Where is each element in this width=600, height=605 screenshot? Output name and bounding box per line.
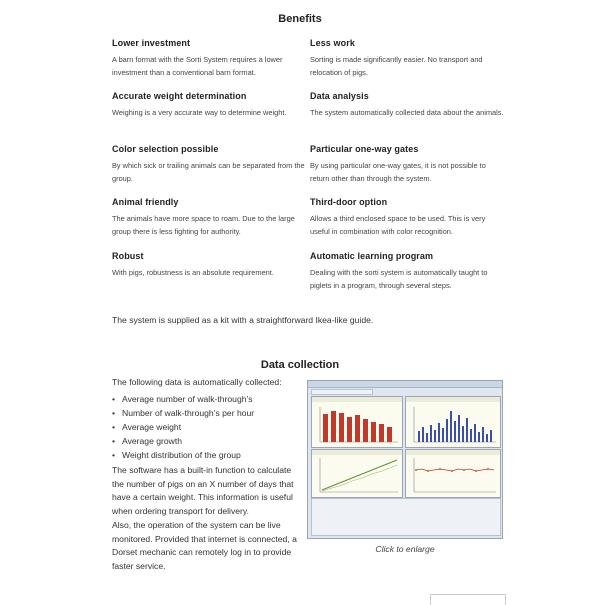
collected-data-list xyxy=(112,392,254,462)
bullet-icon: • xyxy=(112,408,116,418)
blue-bar-chart-panel xyxy=(405,396,501,448)
red-bar-chart xyxy=(312,397,402,447)
list-item xyxy=(112,434,254,448)
benefit-title: Lower investment xyxy=(112,38,191,48)
bullet-icon: • xyxy=(112,422,116,432)
list-item-text: Number of walk-through’s per hour xyxy=(122,408,255,418)
benefit-text: Sorting is made significantly easier. No transport and relocation of pigs. xyxy=(310,55,483,77)
benefit-one-way-gates xyxy=(310,144,506,185)
benefit-data-analysis xyxy=(310,91,506,120)
data-collection-intro: The following data is automatically collected: xyxy=(112,377,282,387)
benefit-color-selection xyxy=(112,144,308,185)
software-screenshot-thumbnail[interactable] xyxy=(307,380,503,539)
benefit-title: Particular one-way gates xyxy=(310,144,419,154)
benefit-title: Accurate weight determination xyxy=(112,91,247,101)
benefit-lower-investment xyxy=(112,38,308,79)
benefit-text: Dealing with the sorti system is automatically taught to piglets in a program, through several steps. xyxy=(310,268,488,290)
benefit-robust xyxy=(112,251,308,280)
list-item xyxy=(112,392,254,406)
benefit-third-door xyxy=(310,197,506,238)
list-item-text: Weight distribution of the group xyxy=(122,450,241,460)
bullet-icon: • xyxy=(112,450,116,460)
red-bar-chart-panel xyxy=(311,396,403,448)
bullet-icon: • xyxy=(112,436,116,446)
benefit-title: Third-door option xyxy=(310,197,388,207)
growth-line-chart-panel xyxy=(311,449,403,498)
benefit-learning-program xyxy=(310,251,506,292)
benefit-text: By using particular one-way gates, it is not possible to return other than through the system. xyxy=(310,161,486,183)
benefit-title: Less work xyxy=(310,38,355,48)
list-item xyxy=(112,406,254,420)
list-item xyxy=(112,448,254,462)
benefit-text: Weighing is a very accurate way to determine weight. xyxy=(112,108,287,117)
benefit-title: Color selection possible xyxy=(112,144,219,154)
image-caption[interactable]: Click to enlarge xyxy=(375,544,435,554)
window-footer-panel xyxy=(311,498,501,536)
benefit-text: The animals have more space to roam. Due to the large group there is less fighting for authority. xyxy=(112,214,295,236)
window-tabs xyxy=(311,389,373,395)
monitoring-paragraph: Also, the operation of the system can be live monitored. Provided that internet is connected, a Dorset mechanic can remotely log in to provide faster service. xyxy=(112,520,297,571)
weight-line-chart-panel xyxy=(405,449,501,498)
blue-bar-chart xyxy=(406,397,500,447)
bullet-icon: • xyxy=(112,394,116,404)
benefit-text: A barn format with the Sorti System requires a lower investment than a conventional barn format. xyxy=(112,55,283,77)
benefit-title: Automatic learning program xyxy=(310,251,434,261)
benefit-title: Data analysis xyxy=(310,91,369,101)
window-titlebar xyxy=(308,381,502,388)
benefit-title: Animal friendly xyxy=(112,197,179,207)
software-paragraph: The software has a built-in function to calculate the number of pigs on an X number of days that have a certain weight. This information is useful when ordering transport for delivery. xyxy=(112,465,294,516)
benefit-accurate-weight xyxy=(112,91,308,120)
benefit-animal-friendly xyxy=(112,197,308,238)
benefit-less-work xyxy=(310,38,506,79)
benefit-text: By which sick or trailing animals can be separated from the group. xyxy=(112,161,305,183)
data-collection-title: Data collection xyxy=(260,359,340,371)
benefit-text: Allows a third enclosed space to be used. This is very useful in combination with color recognition. xyxy=(310,214,486,236)
kit-note: The system is supplied as a kit with a straightforward Ikea-like guide. xyxy=(112,315,374,325)
benefit-text: The system automatically collected data about the animals. xyxy=(310,108,504,117)
list-item-text: Average growth xyxy=(122,436,183,446)
list-item-text: Average number of walk-through’s xyxy=(122,394,253,404)
list-item xyxy=(112,420,254,434)
weight-line-chart xyxy=(406,450,500,497)
benefit-title: Robust xyxy=(112,251,144,261)
benefits-title: Benefits xyxy=(278,13,322,25)
list-item-text: Average weight xyxy=(122,422,182,432)
benefit-text: With pigs, robustness is an absolute requirement. xyxy=(112,268,274,277)
growth-line-chart xyxy=(312,450,402,497)
